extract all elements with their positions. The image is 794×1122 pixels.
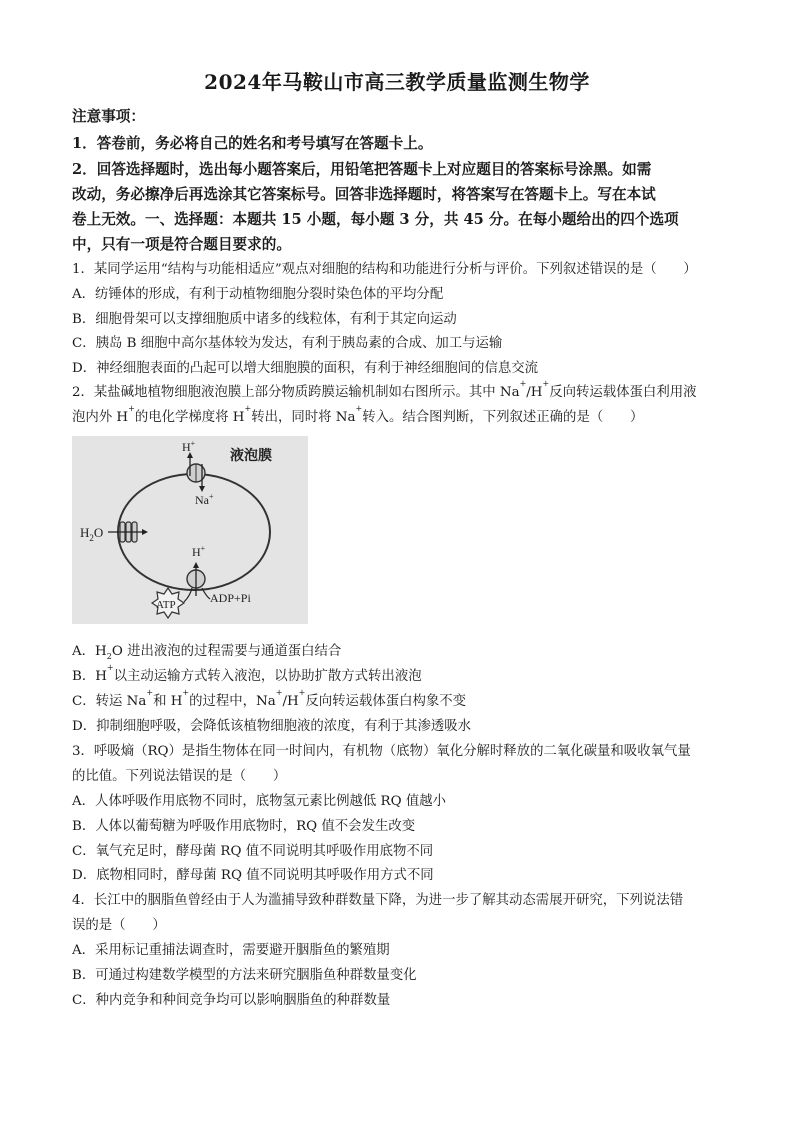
notice-item: 中，只有一项是符合题目要求的。 (72, 236, 291, 253)
text: A．H (72, 644, 107, 659)
superscript: + (182, 688, 190, 697)
question-1-option-c: C．胰岛 B 细胞中高尔基体较为发达，有利于胰岛素的合成、加工与运输 (72, 336, 503, 351)
notice-heading: 注意事项： (72, 108, 145, 125)
h2o-label: $H_2O$ (80, 525, 104, 543)
question-4-stem-line-2: 误的是（ ） (72, 918, 166, 933)
notice-item: 2．回答选择题时，选出每小题答案后，用铅笔把答题卡上对应题目的答案标号涂黑。如需 (72, 161, 652, 178)
atp-label: ATP (156, 599, 176, 611)
subscript: 2 (106, 652, 112, 661)
question-4-option-a: A．采用标记重捕法调查时，需要避开胭脂鱼的繁殖期 (72, 943, 390, 958)
text: 反向转运载体蛋白利用液 (549, 385, 697, 400)
text: /H (526, 385, 543, 400)
question-3-stem-line-2: 的比值。下列说法错误的是（ ） (72, 769, 287, 784)
notice-item: 卷上无效。一、选择题：本题共 15 小题，每小题 3 分，共 45 分。在每小题给出的四个选项 (72, 211, 679, 228)
superscript: + (542, 379, 550, 388)
h-plus-bottom-label: H+ (192, 544, 206, 559)
question-1-option-a: A．纺锤体的形成，有利于动植物细胞分裂时染色体的平均分配 (72, 287, 444, 302)
text: 2．某盐碱地植物细胞液泡膜上部分物质跨膜运输机制如右图所示。其中 Na (72, 385, 520, 400)
question-2-stem-line-1 (72, 381, 697, 400)
question-4-option-c: C．种内竞争和种间竞争均可以影响胭脂鱼的种群数量 (72, 993, 391, 1008)
text: 转出，同时将 Na (251, 410, 356, 425)
superscript: + (298, 688, 306, 697)
superscript: + (106, 663, 114, 672)
h-plus-top-label: H+ (182, 439, 196, 454)
text: /H (282, 694, 299, 709)
question-3-option-b: B．人体以葡萄糖为呼吸作用底物时，RQ 值不会发生改变 (72, 819, 416, 834)
membrane-label: 液泡膜 (230, 449, 272, 464)
text: 的过程中，Na (189, 694, 276, 709)
superscript: + (519, 379, 527, 388)
text: O 进出液泡的过程需要与通道蛋白结合 (111, 644, 342, 659)
h-in-arrowhead (193, 562, 199, 568)
question-2-option-d: D．抑制细胞呼吸，会降低该植物细胞液的浓度，有利于其渗透吸水 (72, 719, 472, 734)
question-3-option-c: C．氧气充足时，酵母菌 RQ 值不同说明其呼吸作用底物不同 (72, 844, 434, 859)
superscript: + (244, 404, 252, 413)
text: C．转运 Na (72, 694, 147, 709)
na-plus-label: Na+ (195, 492, 214, 507)
question-2-option-a (72, 640, 341, 659)
text: 的电化学梯度将 H (134, 410, 245, 425)
superscript: + (146, 688, 154, 697)
question-4-stem-line-1: 4．长江中的胭脂鱼曾经由于人为滥捕导致种群数量下降，为进一步了解其动态需展开研究，下列说法错 (72, 893, 684, 908)
text: 以主动运输方式转入液泡，以协助扩散方式转出液泡 (113, 669, 422, 684)
question-3-option-a: A．人体呼吸作用底物不同时，底物氢元素比例越低 RQ 值越小 (72, 794, 447, 809)
notice-item: 改动，务必擦净后再选涂其它答案标号。回答非选择题时，将答案写在答题卡上。写在本试 (72, 186, 656, 203)
question-1-stem: 1．某同学运用“结构与功能相适应”观点对细胞的结构和功能进行分析与评价。下列叙述错误的是（ ） (72, 262, 697, 277)
vacuole-membrane-figure (72, 436, 308, 624)
question-2-stem-line-2 (72, 406, 643, 425)
text: 转入。结合图判断，下列叙述正确的是（ ） (362, 410, 644, 425)
question-1-option-d: D．神经细胞表面的凸起可以增大细胞膜的面积，有利于神经细胞间的信息交流 (72, 361, 539, 376)
vacuole-diagram (72, 436, 308, 624)
text: 反向转运载体蛋白构象不变 (305, 694, 467, 709)
question-3-option-d: D．底物相同时，酵母菌 RQ 值不同说明其呼吸作用方式不同 (72, 868, 434, 883)
text: 泡内外 H (72, 410, 129, 425)
notice-item: 1．答卷前，务必将自己的姓名和考号填写在答题卡上。 (72, 135, 433, 152)
text: B．H (72, 669, 107, 684)
superscript: + (128, 404, 135, 413)
question-3-stem-line-1: 3．呼吸熵（RQ）是指生物体在同一时间内，有机物（底物）氧化分解时释放的二氧化碳量和吸收氧气量 (72, 744, 691, 759)
na-in-arrowhead (199, 486, 205, 492)
page-title: 2024年马鞍山市高三教学质量监测生物学 (204, 70, 590, 94)
superscript: + (355, 404, 363, 413)
question-2-option-b (72, 665, 422, 684)
question-2-option-c (72, 690, 466, 709)
water-arrowhead (142, 529, 148, 535)
question-4-option-b: B．可通过构建数学模型的方法来研究胭脂鱼种群数量变化 (72, 968, 417, 983)
superscript: + (275, 688, 283, 697)
adp-pi-label: ADP+Pi (210, 591, 251, 605)
question-1-option-b: B．细胞骨架可以支撑细胞质中诸多的线粒体，有利于其定向运动 (72, 312, 457, 327)
text: 和 H (153, 694, 183, 709)
